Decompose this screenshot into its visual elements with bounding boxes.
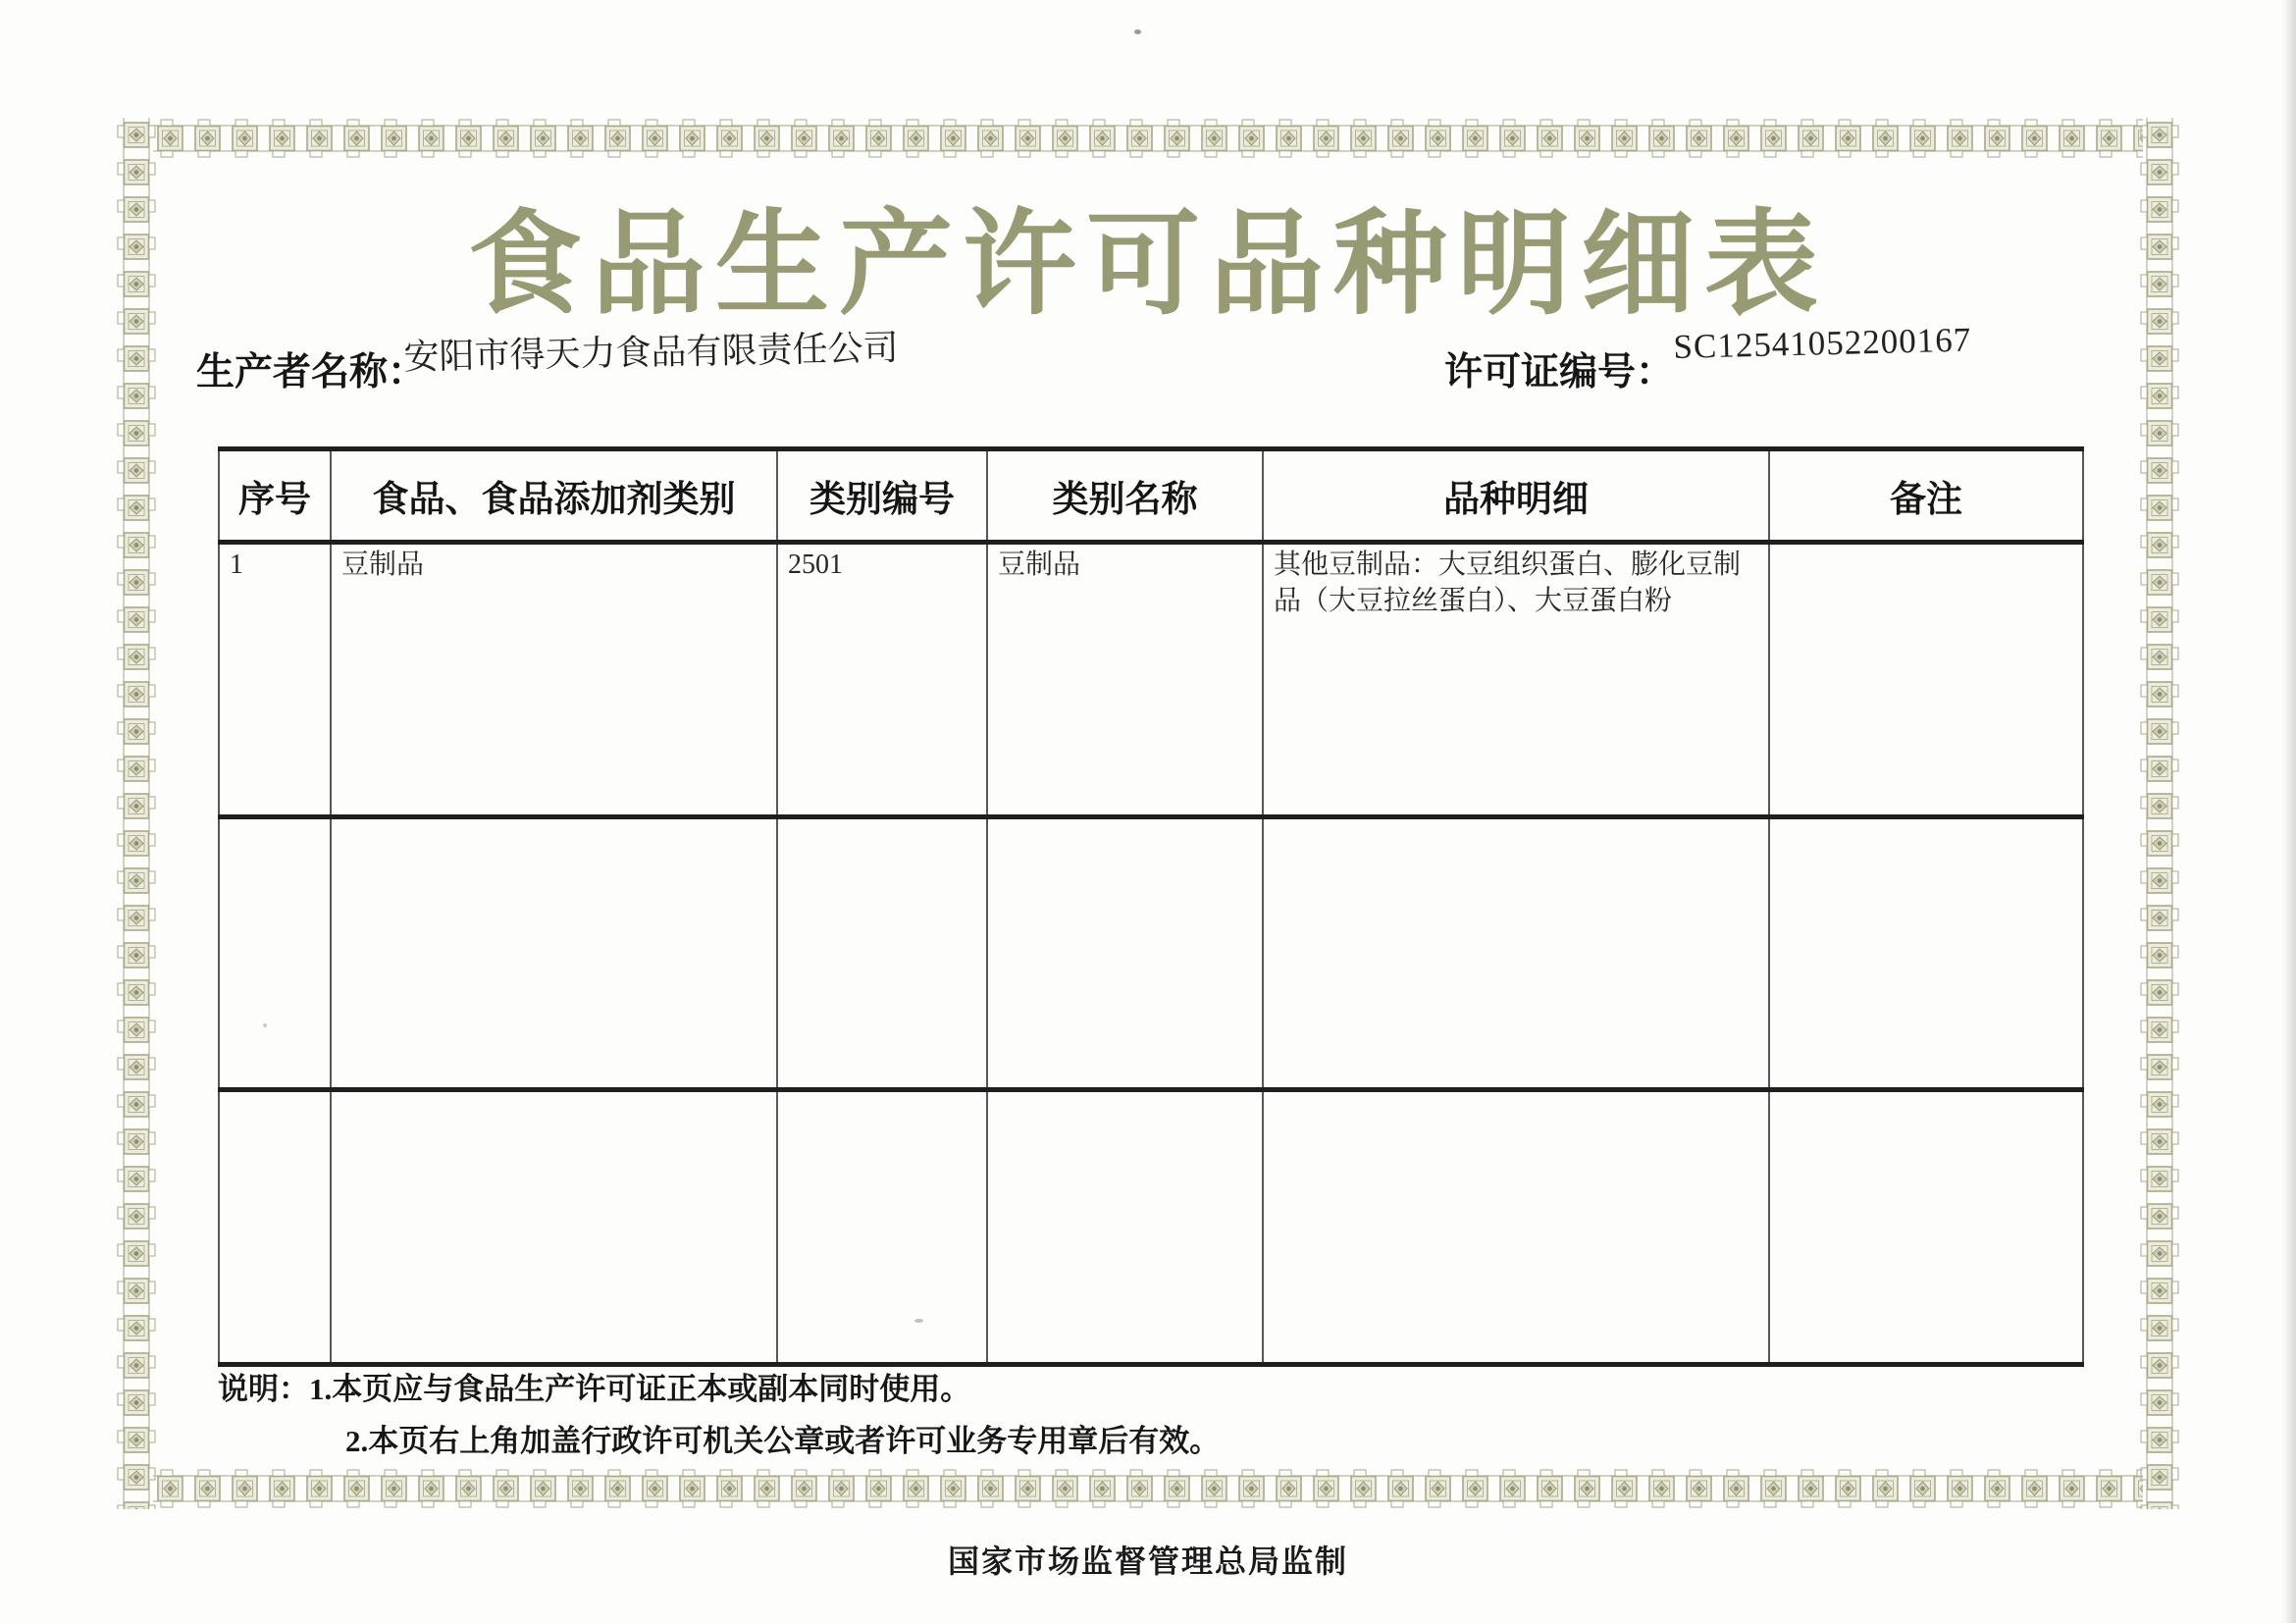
footer-text: 国家市场监督管理总局监制 bbox=[947, 1544, 1348, 1579]
cell-detail: 其他豆制品：大豆组织蛋白、膨化豆制品（大豆拉丝蛋白）、大豆蛋白粉 bbox=[1263, 543, 1769, 817]
license-number-label: 许可证编号： bbox=[1444, 351, 1675, 393]
scan-speck bbox=[914, 1319, 923, 1323]
cell-remark bbox=[1769, 543, 2083, 817]
note-item-1: 1.本页应与食品生产许可证正本或副本同时使用。 bbox=[309, 1372, 971, 1406]
license-products-table bbox=[218, 446, 2084, 1367]
scan-edge-shade bbox=[2282, 0, 2296, 1623]
col-header-seq: 序号 bbox=[219, 449, 331, 543]
table-header-row bbox=[219, 449, 2083, 543]
scan-speck bbox=[263, 1023, 267, 1027]
cell-code bbox=[777, 1090, 987, 1365]
page-title: 食品生产许可品种明细表 bbox=[468, 203, 1828, 329]
table-row bbox=[219, 1090, 2083, 1365]
cell-name bbox=[987, 817, 1263, 1090]
cell-seq: 1 bbox=[219, 543, 331, 817]
note-item-2: 2.本页右上角加盖行政许可机关公章或者许可业务专用章后有效。 bbox=[345, 1424, 1221, 1458]
decorative-border-bottom bbox=[153, 1468, 2143, 1509]
cell-name bbox=[987, 1090, 1263, 1365]
cell-seq bbox=[219, 817, 331, 1090]
decorative-border-top bbox=[153, 118, 2143, 159]
cell-detail bbox=[1263, 817, 1769, 1090]
scan-speck bbox=[1134, 29, 1141, 34]
col-header-name: 类别名称 bbox=[987, 449, 1263, 543]
col-header-category: 食品、食品添加剂类别 bbox=[331, 449, 777, 543]
note-line-1 bbox=[218, 1374, 1220, 1404]
col-header-detail: 品种明细 bbox=[1263, 449, 1769, 543]
cell-seq bbox=[219, 1090, 331, 1365]
table-row bbox=[219, 817, 2083, 1090]
cell-category: 豆制品 bbox=[331, 543, 777, 817]
col-header-code: 类别编号 bbox=[777, 449, 987, 543]
producer-name-value: 安阳市得天力食品有限责任公司 bbox=[403, 328, 899, 378]
producer-name-label: 生产者名称： bbox=[196, 351, 427, 393]
cell-detail bbox=[1263, 1090, 1769, 1365]
table-row bbox=[219, 543, 2083, 817]
cell-remark bbox=[1769, 1090, 2083, 1365]
col-header-remark: 备注 bbox=[1769, 449, 2083, 543]
cell-remark bbox=[1769, 817, 2083, 1090]
cell-name: 豆制品 bbox=[987, 543, 1263, 817]
cell-code: 2501 bbox=[777, 543, 987, 817]
cell-code bbox=[777, 817, 987, 1090]
cell-category bbox=[331, 817, 777, 1090]
notes-label: 说明： bbox=[218, 1372, 309, 1406]
license-number-value: SC12541052200167 bbox=[1673, 320, 1972, 367]
cell-category bbox=[331, 1090, 777, 1365]
notes bbox=[218, 1374, 1220, 1456]
